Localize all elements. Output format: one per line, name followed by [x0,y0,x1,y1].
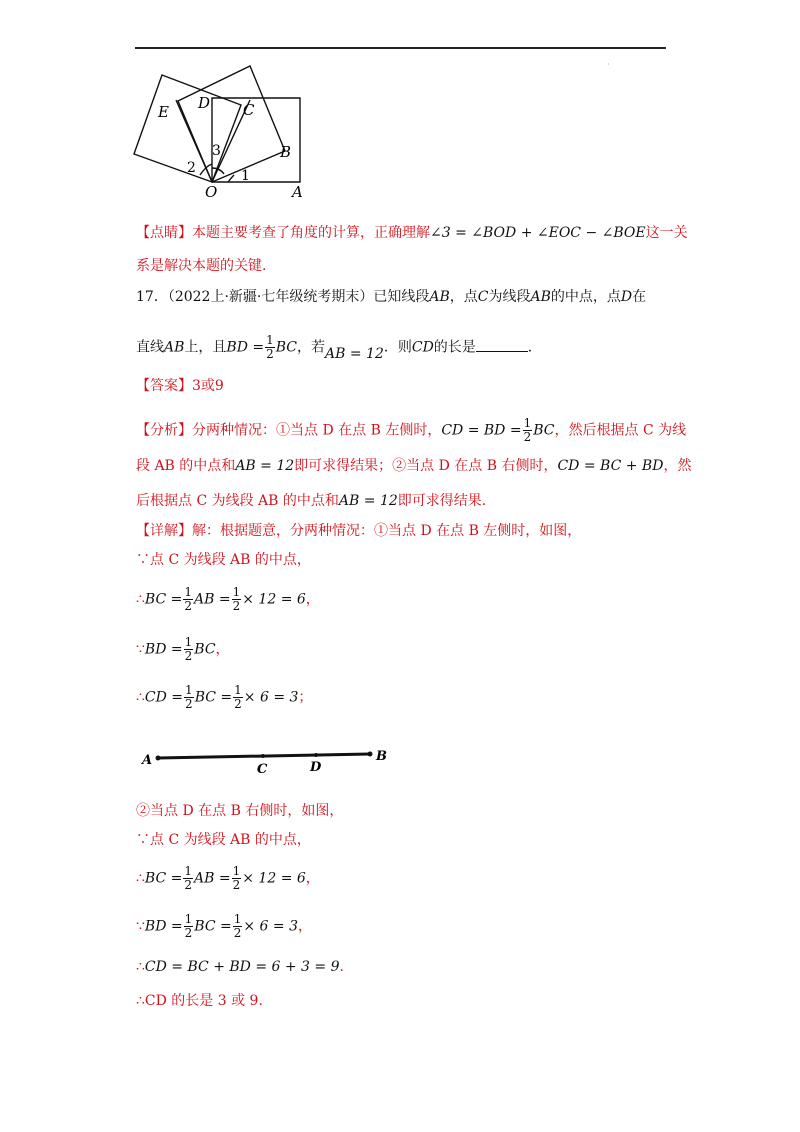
analysis-text: 即可求得结果. [397,493,487,509]
punct: . [339,959,344,975]
fraction: $\frac{1}{2}$ [234,683,242,711]
q17-text: 的长是 [433,339,476,356]
eq-part: × 12 = 6 [242,870,306,887]
analysis-text: 段 AB 的中点和 [136,458,236,474]
therefore-symbol: ∴ [136,689,145,706]
punct: ， [305,870,320,887]
analysis-tag: 【分析】 [136,422,192,439]
detail-text: ∵点 C 为线段 AB 的中点， [136,832,311,848]
conclusion-text: ∴CD 的长是 3 或 9. [136,993,263,1009]
conclusion-line [136,991,263,1011]
detail-eq3 [136,684,312,711]
segment-figure [138,742,390,776]
fraction: $\frac{1}{2}$ [184,635,193,663]
case2-eq2 [136,913,312,940]
label-O: O [205,183,218,198]
q17-text: 的中点，点 [550,289,621,305]
analysis-line1 [136,417,686,444]
answer-blank [476,339,528,352]
analysis-formula: AB = 12 [338,493,398,509]
case2-line [136,801,343,821]
because-symbol: ∵ [136,641,145,658]
eq-part: BC = [144,591,183,608]
case2-eq1 [136,865,320,892]
dianjing-line2 [136,256,266,276]
q17-formula: AB = 12 [325,345,384,362]
therefore-symbol: ∴ [136,959,145,975]
eq-part: BC = [194,689,233,706]
q17-var: AB [164,339,185,356]
dianjing-tag: 【点睛】 [136,225,192,241]
header-rule [135,47,666,49]
q17-var: C [477,289,489,305]
fraction: $\frac{1}{2}$ [184,912,193,940]
fraction: $\frac{1}{2}$ [185,683,193,711]
q17-source: （2022上·新疆·七年级统考期末） [167,289,374,305]
q17-text: 上，且 [184,339,227,356]
detail-eq2 [136,636,230,663]
analysis-text: 后根据点 C 为线段 AB 的中点和 [136,493,339,509]
because-symbol: ∵ [136,918,145,935]
label-A: A [292,183,303,198]
q17-formula: BC [275,339,298,356]
square-oabc [212,98,300,182]
q17-text: ，若 [297,339,326,356]
seg-label-A: A [142,753,153,768]
q17-text: 为线段 [488,289,531,305]
seg-label-D: D [310,760,322,775]
punct: ， [215,641,230,658]
fraction: $\frac{1}{2}$ [184,864,193,892]
q17-text: ． [527,339,542,356]
fraction: $\frac{1}{2}$ [232,864,241,892]
fraction: $\frac{1}{2}$ [184,585,193,613]
eq-part: × 12 = 6 [242,591,306,608]
dianjing-text1: 本题主要考查了角度的计算，正确理解 [192,225,430,241]
fraction: $\frac{1}{2}$ [233,912,242,940]
analysis-text: ，然后根据点 C 为线 [554,422,687,439]
detail-text: 解：根据题意，分两种情况：①当点 D 在点 B 左侧时，如图， [192,523,582,539]
q17-number: 17． [136,289,168,305]
eq-part: BC [194,641,216,658]
eq-part: BC = [194,918,232,935]
dianjing-text3: 系是解决本题的关键. [136,258,267,274]
case2-s2 [136,830,311,850]
detail-line1 [136,521,581,541]
fraction: $\frac{1}{2}$ [266,333,274,361]
analysis-formula: CD = BD = [441,422,522,439]
q17-var: CD [411,339,434,356]
q17-var: AB [530,289,551,305]
analysis-text: ，然 [663,458,692,474]
eq-part: BD = [144,918,183,935]
dianjing-text2: 这一关 [645,225,688,241]
eq-part: BC = [144,870,183,887]
eq-part: BD = [144,641,183,658]
answer-text: 3或9 [192,378,224,394]
detail-s1 [136,550,311,570]
header-mark: · [607,60,610,69]
q17-var: D [620,289,633,305]
analysis-formula: AB = 12 [235,458,295,474]
analysis-text: 即可求得结果；②当点 D 在点 B 右侧时， [294,458,558,474]
q17-text: 在 [632,289,647,305]
detail-tag: 【详解】 [136,523,192,539]
punct: ， [298,918,312,935]
therefore-symbol: ∴ [136,870,145,887]
label-D: D [198,94,211,112]
analysis-text: 分两种情况：①当点 D 在点 B 左侧时， [192,422,442,439]
answer-tag: 【答案】 [136,378,192,394]
angle-figure [128,62,313,198]
q17-var: AB [429,289,450,305]
q17-text: ，点 [449,289,478,305]
eq-part: AB = [194,870,231,887]
case2-eq3 [136,957,344,977]
angle-1: 1 [241,168,250,184]
punct: ； [298,689,313,706]
q17-text: ．则 [383,339,412,356]
seg-label-B: B [376,749,387,764]
label-E: E [158,103,169,121]
eq-part: CD = BC + BD = 6 + 3 = 9 [144,959,340,975]
dianjing-formula: ∠3 = ∠BOD + ∠EOC − ∠BOE [430,225,646,241]
q17-line1 [136,287,646,307]
q17-text: 已知线段 [373,289,430,305]
seg-label-C: C [257,762,268,776]
detail-eq1 [136,586,320,613]
q17-text: 直线 [136,339,164,356]
therefore-symbol: ∴ [136,591,145,608]
angle-2: 2 [187,160,196,176]
angle-3: 3 [212,143,221,159]
analysis-line2 [136,456,691,476]
eq-part: × 6 = 3 [243,918,298,935]
punct: ， [305,591,320,608]
analysis-formula: CD = BC + BD [557,458,664,474]
q17-formula: BD = [226,339,265,356]
label-C: C [243,101,255,119]
analysis-line3 [136,491,486,511]
detail-text: ②当点 D 在点 B 右侧时，如图， [136,803,344,819]
eq-part: AB = [194,591,231,608]
q17-line2 [136,334,542,361]
fraction: $\frac{1}{2}$ [232,585,241,613]
analysis-formula: BC [533,422,555,439]
dianjing-line1 [136,223,688,243]
detail-text: ∵点 C 为线段 AB 的中点， [136,552,311,568]
label-B: B [280,143,292,161]
answer-line [136,376,224,396]
eq-part: CD = [144,689,184,706]
eq-part: × 6 = 3 [243,689,299,706]
fraction: $\frac{1}{2}$ [523,416,532,444]
